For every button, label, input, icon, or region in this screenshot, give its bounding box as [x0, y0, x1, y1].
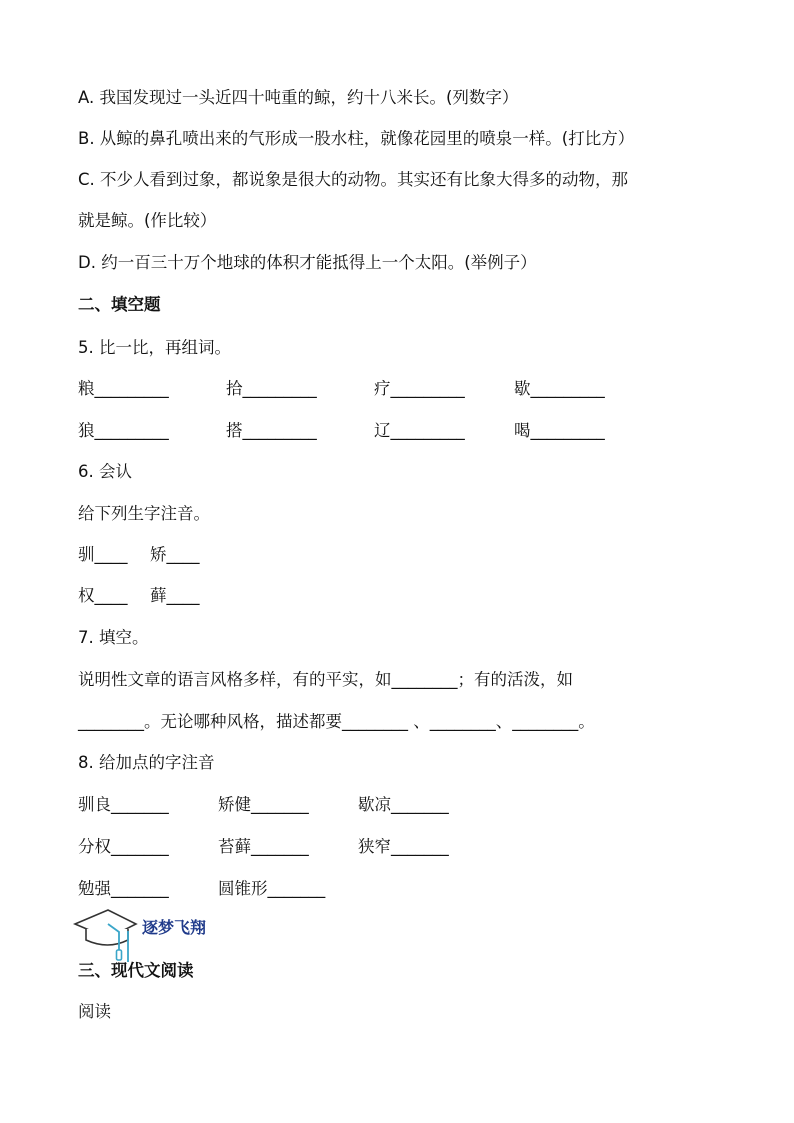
reading-intro: 阅读 — [78, 1002, 111, 1021]
q6-char-blank: 藓____ — [150, 586, 200, 605]
q5-word-pair: 歇_________ — [514, 379, 605, 398]
q5-word-pair: 拾_________ — [226, 379, 317, 398]
banner-title: 逐梦飞翔 — [142, 918, 207, 937]
q5-word-pair: 狼_________ — [78, 421, 169, 440]
q6-char-blank: 驯____ — [78, 545, 128, 564]
q5-word-pair: 辽_________ — [374, 421, 465, 440]
q5-word-pair: 搭_________ — [226, 421, 317, 440]
q8-word-blank: 狭窄_______ — [358, 837, 449, 856]
option-a: A. 我国发现过一头近四十吨重的鲸，约十八米长。(列数字） — [78, 88, 519, 107]
q8-word-blank: 矫健_______ — [218, 795, 309, 814]
q8-word-blank: 分权_______ — [78, 837, 169, 856]
section-heading-reading: 三、现代文阅读 — [78, 961, 194, 980]
option-d: D. 约一百三十万个地球的体积才能抵得上一个太阳。(举例子） — [78, 253, 537, 272]
question-6-instruction: 给下列生字注音。 — [78, 504, 210, 523]
question-6-title: 6. 会认 — [78, 462, 132, 481]
option-b: B. 从鲸的鼻孔喷出来的气形成一股水柱，就像花园里的喷泉一样。(打比方） — [78, 129, 635, 148]
question-7-line2: ________。无论哪种风格，描述都要________ 、________、________。 — [78, 712, 595, 731]
question-8-title: 8. 给加点的字注音 — [78, 753, 215, 772]
q5-word-pair: 喝_________ — [514, 421, 605, 440]
q5-word-pair: 粮_________ — [78, 379, 169, 398]
q8-word-blank: 歇凉_______ — [358, 795, 449, 814]
question-7-title: 7. 填空。 — [78, 628, 149, 647]
option-c-line2: 就是鲸。(作比较） — [78, 211, 217, 230]
q8-word-blank: 驯良_______ — [78, 795, 169, 814]
q6-char-blank: 权____ — [78, 586, 128, 605]
q8-word-blank: 苔藓_______ — [218, 837, 309, 856]
q8-word-blank: 勉强_______ — [78, 879, 169, 898]
section-heading-fill-blank: 二、填空题 — [78, 295, 161, 314]
question-7-line1: 说明性文章的语言风格多样，有的平实，如________；有的活泼，如 — [78, 670, 573, 689]
q5-word-pair: 疗_________ — [374, 379, 465, 398]
question-5-title: 5. 比一比，再组词。 — [78, 338, 231, 357]
option-c-line1: C. 不少人看到过象，都说象是很大的动物。其实还有比象大得多的动物，那 — [78, 170, 629, 189]
graduation-cap-icon — [72, 902, 142, 964]
q8-word-blank: 圆锥形_______ — [218, 879, 326, 898]
q6-char-blank: 矫____ — [150, 545, 200, 564]
